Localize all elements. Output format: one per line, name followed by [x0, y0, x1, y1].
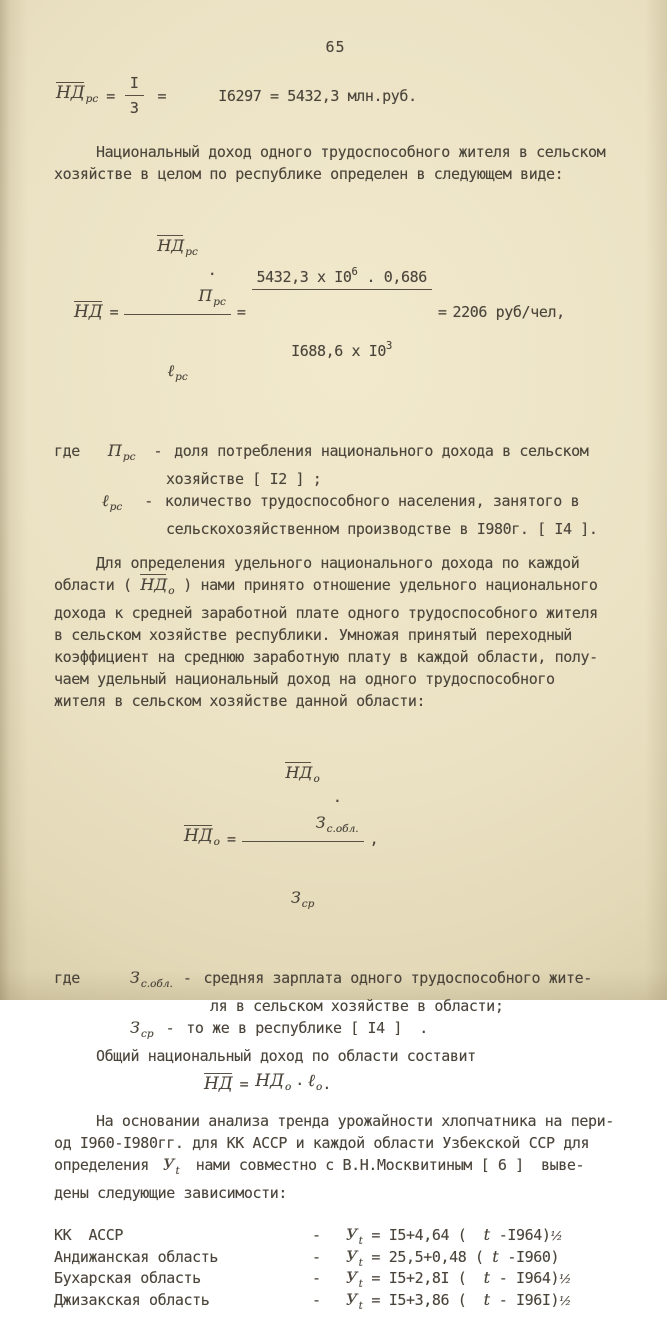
table-row: Андижанская область - $У_t$ = 25,5+0,48 ( t -I960)	[54, 1246, 617, 1268]
page-content	[54, 36, 617, 1310]
formula-nd-rs: $НД_{рс}$ = $\frac{I}{3}$ = I6297 = 5432,3 млн.руб.	[56, 74, 417, 117]
formula-result: 2206 руб/чел,	[452, 302, 565, 321]
text-line: дены следующие зависимости:	[54, 1184, 288, 1202]
region-name: Джизакская область	[54, 1290, 210, 1309]
paragraph-1	[54, 141, 617, 185]
math-nd-rs: $НД_{рс}$	[56, 82, 99, 105]
region-name: КК АССР	[54, 1226, 124, 1244]
math-y-t: $У_t$	[346, 1225, 363, 1247]
text-line: Национальный доход одного трудоспособного жителя в сельском	[96, 143, 606, 161]
fraction-symbolic: $НД_{рс}$ · $П_{рс}$ ℓ$_{рс}$	[124, 191, 231, 432]
where-line: где $З_{с.обл.}$ - средняя зарплата одного трудоспособного жите-	[54, 967, 617, 995]
math-nd: НД	[204, 1074, 233, 1094]
page-number: 65	[325, 38, 346, 56]
math-t: t	[483, 1289, 491, 1309]
trend-equations-table	[54, 1224, 617, 1310]
region-name: Бухарская область	[54, 1269, 201, 1287]
exponent-half: ½	[559, 1271, 572, 1286]
text-line: дохода к средней заработной плате одного трудоспособного жителя	[54, 604, 598, 622]
math-nd-o: $НД_о$	[184, 825, 220, 848]
math-z-obl: $З_{с.обл.}$	[129, 968, 173, 990]
math-y-t: $У_t$	[346, 1246, 363, 1269]
where-line: ля в сельском хозяйстве в области;	[210, 997, 504, 1015]
where-line: ℓ$_{рс}$ - количество трудоспособного населения, занятого в	[54, 490, 617, 518]
math-y-t: $У_t$	[346, 1268, 363, 1290]
math-nd-o: $НД_о$	[140, 575, 175, 597]
math-p-rs: $П_{рс}$	[107, 441, 136, 463]
math-nd: НД	[74, 301, 103, 322]
paragraph-3	[54, 1110, 617, 1204]
math-z-sr: $З_{ср}$	[130, 1018, 154, 1040]
text-line: хозяйстве в целом по республике определен в следующем виде:	[54, 165, 564, 183]
text-line: На основании анализа тренда урожайности хлопчатника на пери-	[96, 1112, 614, 1130]
text-line: чаем удельный национальный доход на одного трудоспособного	[54, 670, 555, 688]
where-line: где $П_{рс}$ - доля потребления национального дохода в сельском	[54, 440, 617, 468]
text-line: Для определения удельного национального дохода по каждой	[96, 554, 580, 572]
text-line: в сельском хозяйстве республики. Умножая принятый переходный	[54, 626, 572, 644]
exponent-half: ½	[550, 1228, 563, 1243]
text-line-with-math: определения $У_t$ нами совместно с В.Н.Москвитиным [ 6 ] выве-	[54, 1154, 617, 1182]
formula-nd-oblast: $НД_о$ = $НД_о$ · $З_{с.обл.}$ $З_{ср}$ ,	[184, 718, 617, 959]
formula-result: I6297 = 5432,3 млн.руб.	[218, 86, 417, 105]
math-l-rs: ℓ$_{рс}$	[102, 491, 123, 513]
formula-nd-republic: НД = $НД_{рс}$ · $П_{рс}$ ℓ$_{рс}$ = $\frac{5432,3 x I0^6 . 0,686}{I688,6 x I0^3}$ = 2206 руб/чел,	[74, 191, 617, 432]
math-y-t: $У_t$	[346, 1289, 363, 1312]
where-block-2	[54, 967, 617, 1045]
text-line: од I960-I980гг. для КК АССР и каждой области Узбекской ССР для	[54, 1134, 590, 1152]
table-row: КК АССР - $У_t$ = I5+4,64 ( t -I964) ½	[54, 1224, 617, 1246]
text-line-with-math: области ( $НД_о$ ) нами принято отношение удельного национального	[54, 574, 617, 602]
fraction-zarplata: $НД_о$ · $З_{с.обл.}$ $З_{ср}$	[242, 718, 364, 959]
table-row: Джизакская область - $У_t$ = I5+3,86 ( t - I96I) ½	[54, 1289, 617, 1311]
math-t: t	[483, 1268, 491, 1287]
formula-total-nd: НД = $НД_о$ · ℓ$_о$ .	[204, 1070, 617, 1098]
where-line: сельскохозяйственном производстве в I980г. [ I4 ].	[166, 520, 598, 538]
math-t: t	[483, 1225, 491, 1244]
math-nd-o: $НД_о$	[255, 1071, 292, 1093]
math-y-t: $У_t$	[162, 1155, 180, 1177]
where-line: хозяйстве [ I2 ] ;	[166, 470, 322, 488]
text-line: жителя в сельском хозяйстве данной области:	[54, 692, 426, 710]
table-row: Бухарская область - $У_t$ = I5+2,8I ( t - I964) ½	[54, 1267, 617, 1289]
paragraph-2	[54, 552, 617, 712]
where-block-1	[54, 440, 617, 540]
where-line: $З_{ср}$ - то же в республике [ I4 ] .	[54, 1017, 617, 1045]
region-name: Андижанская область	[54, 1247, 218, 1266]
math-t: t	[492, 1246, 499, 1266]
fraction-numeric: $\frac{5432,3 x I0^6 . 0,686}{I688,6 x I0^3}$	[252, 217, 432, 406]
math-l-o: ℓ$_о$	[307, 1071, 323, 1093]
text-line: коэффициент на среднюю заработную плату в каждой области, полу-	[54, 648, 598, 666]
exponent-half: ½	[559, 1292, 572, 1308]
fraction-one-third: $\frac{I}{3}$	[125, 72, 144, 119]
sentence-total-income: Общий национальный доход по области составит	[96, 1047, 476, 1065]
